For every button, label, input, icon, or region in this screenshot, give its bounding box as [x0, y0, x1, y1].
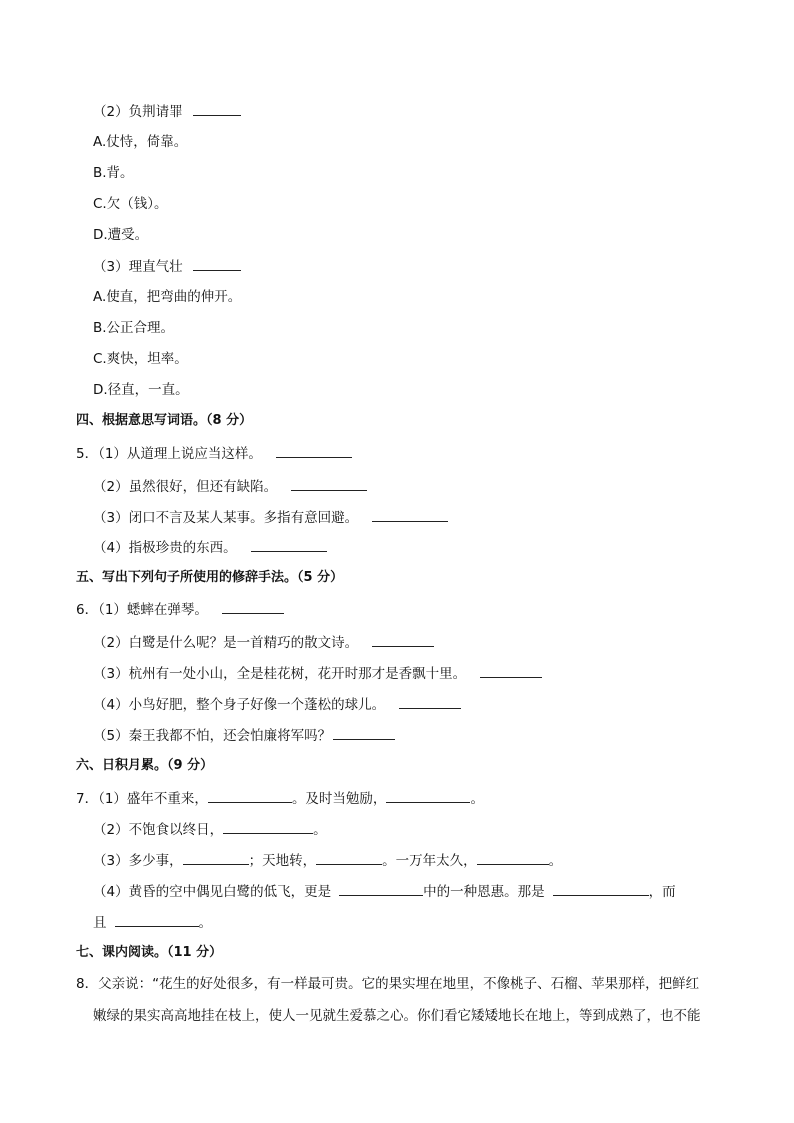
option: B.公正合理。 — [93, 320, 175, 336]
q4-item-3: （3）理直气壮 — [93, 257, 241, 276]
option: C.欠（钱）。 — [93, 196, 168, 212]
section-heading: 四、根据意思写词语。（8 分） — [76, 413, 253, 428]
question-5: 5．（1）从道理上说应当这样。 — [76, 444, 352, 463]
option: A.使直，把弯曲的伸开。 — [93, 289, 242, 305]
answer-blank[interactable] — [372, 633, 434, 647]
option: D.径直，一直。 — [93, 382, 189, 398]
question-item: （2）虽然很好，但还有缺陷。 — [93, 477, 367, 496]
answer-blank[interactable] — [339, 882, 423, 896]
passage-line: 嫩绿的果实高高地挂在枝上，使人一见就生爱慕之心。你们看它矮矮地长在地上，等到成熟了，也不能 — [93, 1008, 701, 1024]
question-item: （3）杭州有一处小山，全是桂花树，花开时那才是香飘十里。 — [93, 664, 542, 683]
answer-blank[interactable] — [333, 726, 395, 740]
answer-blank[interactable] — [208, 789, 292, 803]
answer-blank[interactable] — [276, 444, 352, 458]
option: C.爽快，坦率。 — [93, 351, 188, 367]
answer-blank[interactable] — [399, 695, 461, 709]
section-heading: 六、日积月累。（9 分） — [76, 758, 214, 773]
answer-blank[interactable] — [251, 538, 327, 552]
option: A.仗恃，倚靠。 — [93, 134, 188, 150]
question-item: （5）秦王我都不怕，还会怕廉将军吗？ — [93, 726, 395, 745]
question-item: （4）指极珍贵的东西。 — [93, 538, 327, 557]
answer-blank[interactable] — [223, 820, 313, 834]
section-heading: 五、写出下列句子所使用的修辞手法。（5 分） — [76, 570, 344, 585]
answer-blank[interactable] — [183, 851, 249, 865]
question-item: （2）不饱食以终日， 。 — [93, 822, 327, 838]
option: D.遭受。 — [93, 227, 149, 243]
question-item: （3）多少事， ；天地转， 。一万年太久， 。 — [93, 853, 563, 869]
question-item: （4）黄昏的空中偶见白鹭的低飞，更是 中的一种恩惠。那是 ，而 — [93, 884, 676, 900]
answer-blank[interactable] — [222, 600, 284, 614]
question-item: （2）白鹭是什么呢？是一首精巧的散文诗。 — [93, 633, 434, 652]
answer-blank[interactable] — [115, 913, 199, 927]
answer-blank[interactable] — [316, 851, 382, 865]
question-item: 且 。 — [93, 915, 212, 931]
question-6: 6．（1）蟋蟀在弹琴。 — [76, 600, 284, 619]
answer-blank[interactable] — [193, 257, 241, 271]
q4-item-2: （2）负荆请罪 — [93, 102, 241, 121]
question-item: （4）小鸟好肥，整个身子好像一个蓬松的球儿。 — [93, 695, 461, 714]
answer-blank[interactable] — [480, 664, 542, 678]
question-7: 7．（1）盛年不重来， 。及时当勉励， 。 — [76, 791, 484, 807]
option: B.背。 — [93, 165, 134, 181]
section-heading: 七、课内阅读。（11 分） — [76, 945, 223, 960]
question-8: 8．父亲说：“花生的好处很多，有一样最可贵。它的果实埋在地里，不像桃子、石榴、苹果那样，把鲜红 — [76, 976, 700, 992]
answer-blank[interactable] — [553, 882, 649, 896]
answer-blank[interactable] — [291, 477, 367, 491]
answer-blank[interactable] — [386, 789, 470, 803]
answer-blank[interactable] — [372, 508, 448, 522]
question-item: （3）闭口不言及某人某事。多指有意回避。 — [93, 508, 448, 527]
answer-blank[interactable] — [477, 851, 549, 865]
answer-blank[interactable] — [193, 102, 241, 116]
